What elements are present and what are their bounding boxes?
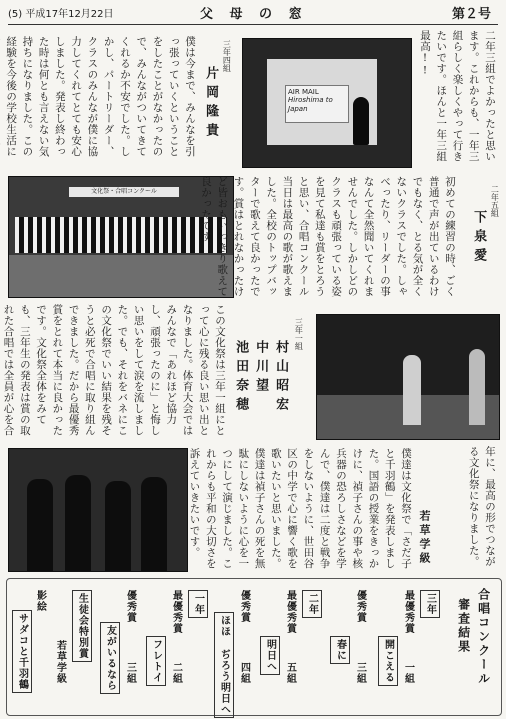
results-special-sub: 影絵 [34,590,46,612]
photo-wakakusa-class [8,448,188,572]
results-grade2-song2: ほほ ぢろう明日へ [214,612,234,718]
results-grade3-song2: 春に [330,636,350,664]
article-continuation-top: 二年三組でよかったと思います。これからも、一年三組らしく楽しくやって行きたいです。ほんと一年三組最高!! [418,30,496,162]
results-grade3-label: 三年 [420,590,440,618]
author-name-ikeda: 池田奈穂 [233,340,249,416]
results-grade2-label: 二年 [302,590,322,618]
author-name-murayama: 村山昭宏 [273,340,289,416]
stage-floor [9,255,233,297]
airmail-sign-title: AIR MAIL [288,88,319,96]
issue-number: 第２号 [452,7,492,22]
results-grade3-award2: 優秀賞 [354,590,366,623]
student-2 [65,475,91,571]
results-special-song: サダコと千羽鶴 [12,610,32,693]
author-grade-3-1: 三年一組 [294,318,304,350]
results-grade3-class1: 一組 [402,662,414,684]
article-body-3-1: この文化祭は三年一組にとって心に残る良い思い出となりました。体育大会ではみんなで「あれほど協力し、頑張ったのに」と悔しい思いをして涙を流しました。でも、それをバネにこの文化祭でいい結果を残そうと必死で合唱に取り組んできました。だから最優秀賞をとれて本当に良かったです。文化祭全体をみても、三年生の発表は賞の取れた合唱では全員が心を合 [2,304,226,436]
article-continuation-3-1: 年に、最高の形でつながる文化祭になりました。 [467,446,496,567]
results-grade3-song1: 開こえる [378,636,398,686]
page-title: 父 母 の 窓 [200,7,308,22]
presenter-figure [469,349,485,425]
issue-date: 平成17年12月22日 [25,9,114,20]
results-grade1-song1: フレトイ [146,636,166,686]
results-title-line2: 審査結果 [456,598,471,654]
photo-award-ceremony [316,314,500,440]
results-title-line1: 合唱コンクール [476,588,491,686]
airmail-sign [285,85,349,123]
article-body-wakakusa: 僕達は文化祭で「さだ子と千羽鶴」を発表しました。国語の授業をきっかけに、禎子さんの事や核兵器の恐ろしさなどを学んで、僕達は二度と戦争をしないように、世田谷区の中学で心に響く歌を歌いたいと思いました。僕達は禎子さんの死を無駄にしないように心を一つにして演じました。これからも平和の大切さを訴えていきたいです。 [188,448,412,569]
student-3 [105,481,131,571]
student-figure [403,355,421,425]
article-body-shimoizumi: 初めての練習の時、ごく普通で声が出ているわけでもなく、とる気が全くないクラスでした。しゃべったり、リーダーの事なんて全然聞いてくれませんでした。しかしどのクラスも頑張っている姿を見て私達も賞をとろうと思い、合唱コンクール当日は最高の歌が歌えました。全校のトップバッターで歌えて良かったです。賞はとれなかったけど皆おもいっきり歌えて良かったです。 [200,176,456,297]
results-grade3-award1: 最優秀賞 [402,590,414,634]
results-grade1-award2: 優秀賞 [124,590,136,623]
airmail-sign-subtitle: Hiroshima to Japan [288,96,333,113]
results-grade1-award1: 最優秀賞 [170,590,182,634]
results-grade2-award2: 優秀賞 [238,590,250,623]
author-name-nakagawa: 中川望 [253,340,269,397]
presenter-silhouette [353,97,369,145]
results-special-label: 生徒会特別賞 [72,590,92,662]
stage-banner: 文化祭・合唱コンクール [69,187,179,197]
author-group-wakakusa: 若草学級 [418,510,432,566]
results-special-group: 若草学級 [54,640,66,684]
results-grade1-song2: 友がいるなら [100,622,120,694]
student-1 [27,479,53,571]
author-grade-kataoka: 三年四組 [222,40,232,72]
choir-students [15,217,227,253]
author-grade-shimoizumi: 二年五組 [490,185,500,217]
photo-airmail-presentation [242,38,412,168]
results-grade1-class2: 三組 [124,662,136,684]
results-grade2-song1: 明日へ [260,636,280,675]
results-grade2-award1: 最優秀賞 [284,590,296,634]
results-grade1-label: 一年 [188,590,208,618]
results-grade2-class1: 五組 [284,662,296,684]
results-grade2-class2: 四組 [238,662,250,684]
results-grade3-class2: 三組 [354,662,366,684]
page-number: (5) [8,9,23,20]
student-4 [141,477,167,571]
page-date [8,5,114,20]
results-grade1-class1: 二組 [170,662,182,684]
author-name-shimoizumi: 下泉愛 [471,210,487,267]
article-body-kataoka: 僕は今まで、みんなを引っ張っていくということをしたことがなかったので、みんながついてきてくれるか不安でした。しかし、パートリーダー、クラスのみんなが僕に協力してくれてとても安心しました。発表し終わった時は何とも言えない気持ちになりました。この経験を今後の学校生活に [5,36,196,157]
author-name-kataoka: 片岡隆貴 [203,66,219,142]
